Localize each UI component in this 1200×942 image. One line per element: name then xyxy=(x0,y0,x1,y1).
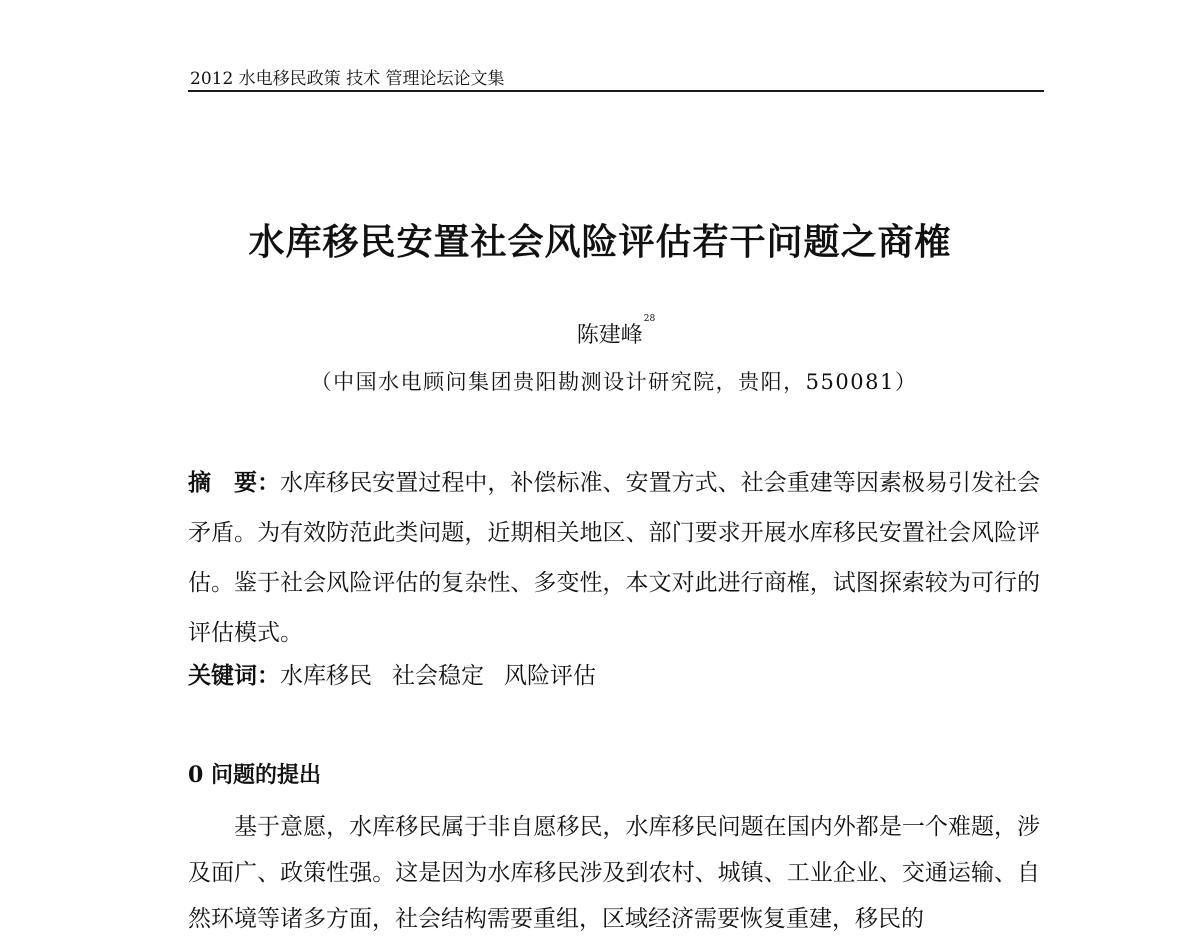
paper-title: 水库移民安置社会风险评估若干问题之商榷 xyxy=(248,221,952,263)
abstract-label: 摘 要： xyxy=(188,469,281,496)
author-footnote-marker: 28 xyxy=(643,314,656,324)
keywords xyxy=(188,656,1040,696)
keyword-item: 社会稳定 xyxy=(392,663,484,689)
author-line xyxy=(0,314,1200,349)
abstract xyxy=(188,458,1040,658)
body-paragraph: 基于意愿，水库移民属于非自愿移民，水库移民问题在国内外都是一个难题，涉及面广、政策性强。这是因为水库移民涉及到农村、城镇、工业企业、交通运输、自然环境等诸多方面，社会结构需要重组，区域经济需要恢复重建，移民的 xyxy=(188,814,1040,932)
running-header xyxy=(188,60,1044,92)
keyword-item: 水库移民 xyxy=(280,663,372,689)
author-name: 陈建峰 xyxy=(576,323,643,348)
keywords-label: 关键词： xyxy=(188,662,280,689)
keyword-item: 风险评估 xyxy=(504,663,596,689)
author-affiliation: （中国水电顾问集团贵阳勘测设计研究院，贵阳，550081） xyxy=(310,370,918,394)
running-header-text: 2012 水电移民政策 技术 管理论坛论文集 xyxy=(190,69,505,89)
abstract-text: 水库移民安置过程中，补偿标准、安置方式、社会重建等因素极易引发社会矛盾。为有效防范此类问题，近期相关地区、部门要求开展水库移民安置社会风险评估。鉴于社会风险评估的复杂性、多变性，本文对此进行商榷，试图探索较为可行的评估模式。 xyxy=(188,470,1041,646)
section-heading: 0 问题的提出 xyxy=(188,762,321,788)
